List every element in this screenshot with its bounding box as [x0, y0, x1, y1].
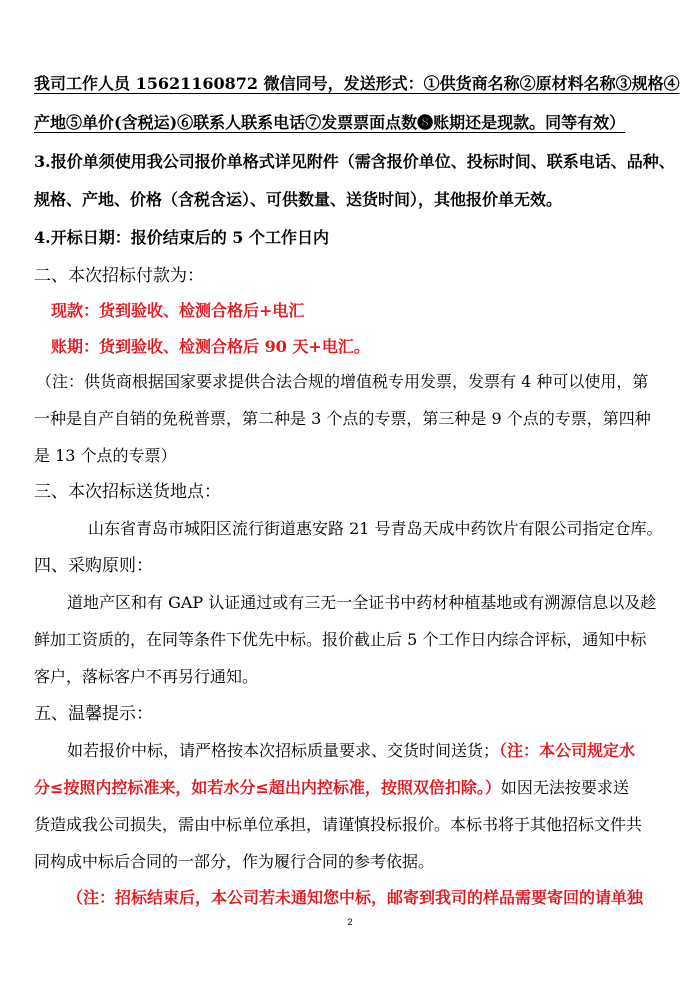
note-line-3: 是 13 个点的专票） — [34, 446, 177, 465]
final-note: （注：招标结束后，本公司若未通知您中标，邮寄到我司的样品需要寄回的请单独 — [67, 888, 644, 907]
text-line-5: 4.开标日期：报价结束后的 5 个工作日内 — [34, 228, 329, 247]
tips-text: 如若报价中标，请严格按本次招标质量要求、交货时间送货； — [67, 741, 500, 760]
note-line-2: 一种是自产自销的免税普票，第二种是 3 个点的专票，第三种是 9 个点的专票，第四种 — [34, 409, 651, 428]
section-heading-principle: 四、采购原则： — [34, 556, 153, 576]
tips-red-note: （注：本公司规定水 — [499, 741, 636, 760]
payment-cash: 现款：货到验收、检测合格后+电汇 — [51, 301, 305, 320]
delivery-address: 山东省青岛市城阳区流行街道惠安路 21 号青岛天成中药饮片有限公司指定仓库。 — [88, 519, 663, 538]
text-line-4: 规格、产地、价格（含税含运）、可供数量、送货时间），其他报价单无效。 — [34, 190, 563, 209]
note-line-1: （注：供货商根据国家要求提供合法合规的增值税专用发票，发票有 4 种可以使用，第 — [36, 372, 649, 391]
tips-text-cont: 如因无法按要求送 — [500, 778, 629, 797]
text-line-3: 3.报价单须使用我公司报价单格式详见附件（需含报价单位、投标时间、联系电话、品种、 — [34, 152, 675, 171]
principle-line-1: 道地产区和有 GAP 认证通过或有三无一全证书中药材种植基地或有溯源信息以及趁 — [67, 593, 657, 612]
tips-line-2 — [34, 777, 700, 799]
tips-line-4: 同构成中标后合同的一部分，作为履行合同的参考依据。 — [34, 852, 435, 871]
page-number: 2 — [347, 917, 353, 927]
text-line-2: 产地⑤单价(含税运)⑥联系人联系电话⑦发票票面点数❽账期还是现款。同等有效） — [34, 113, 626, 132]
tips-red-note-cont: 分≤按照内控标准来，如若水分≤超出内控标准，按照双倍扣除。） — [34, 778, 501, 797]
text-line-1: 我司工作人员 15621160872 微信同号，发送形式：①供货商名称②原材料名称③规格④ — [34, 74, 680, 93]
tips-line-3: 货造成我公司损失，需由中标单位承担，请谨慎投标报价。本标书将于其他招标文件共 — [34, 815, 643, 834]
principle-line-3: 客户，落标客户不再另行通知。 — [34, 667, 259, 686]
section-heading-delivery: 三、本次招标送货地点： — [34, 482, 221, 502]
section-heading-payment: 二、本次招标付款为： — [34, 266, 204, 286]
principle-line-2: 鲜加工资质的，在同等条件下优先中标。报价截止后 5 个工作日内综合评标，通知中标 — [34, 630, 647, 649]
payment-credit: 账期：货到验收、检测合格后 90 天+电汇。 — [51, 337, 370, 356]
tips-line-1 — [67, 740, 700, 762]
section-heading-tips: 五、温馨提示： — [34, 704, 153, 724]
